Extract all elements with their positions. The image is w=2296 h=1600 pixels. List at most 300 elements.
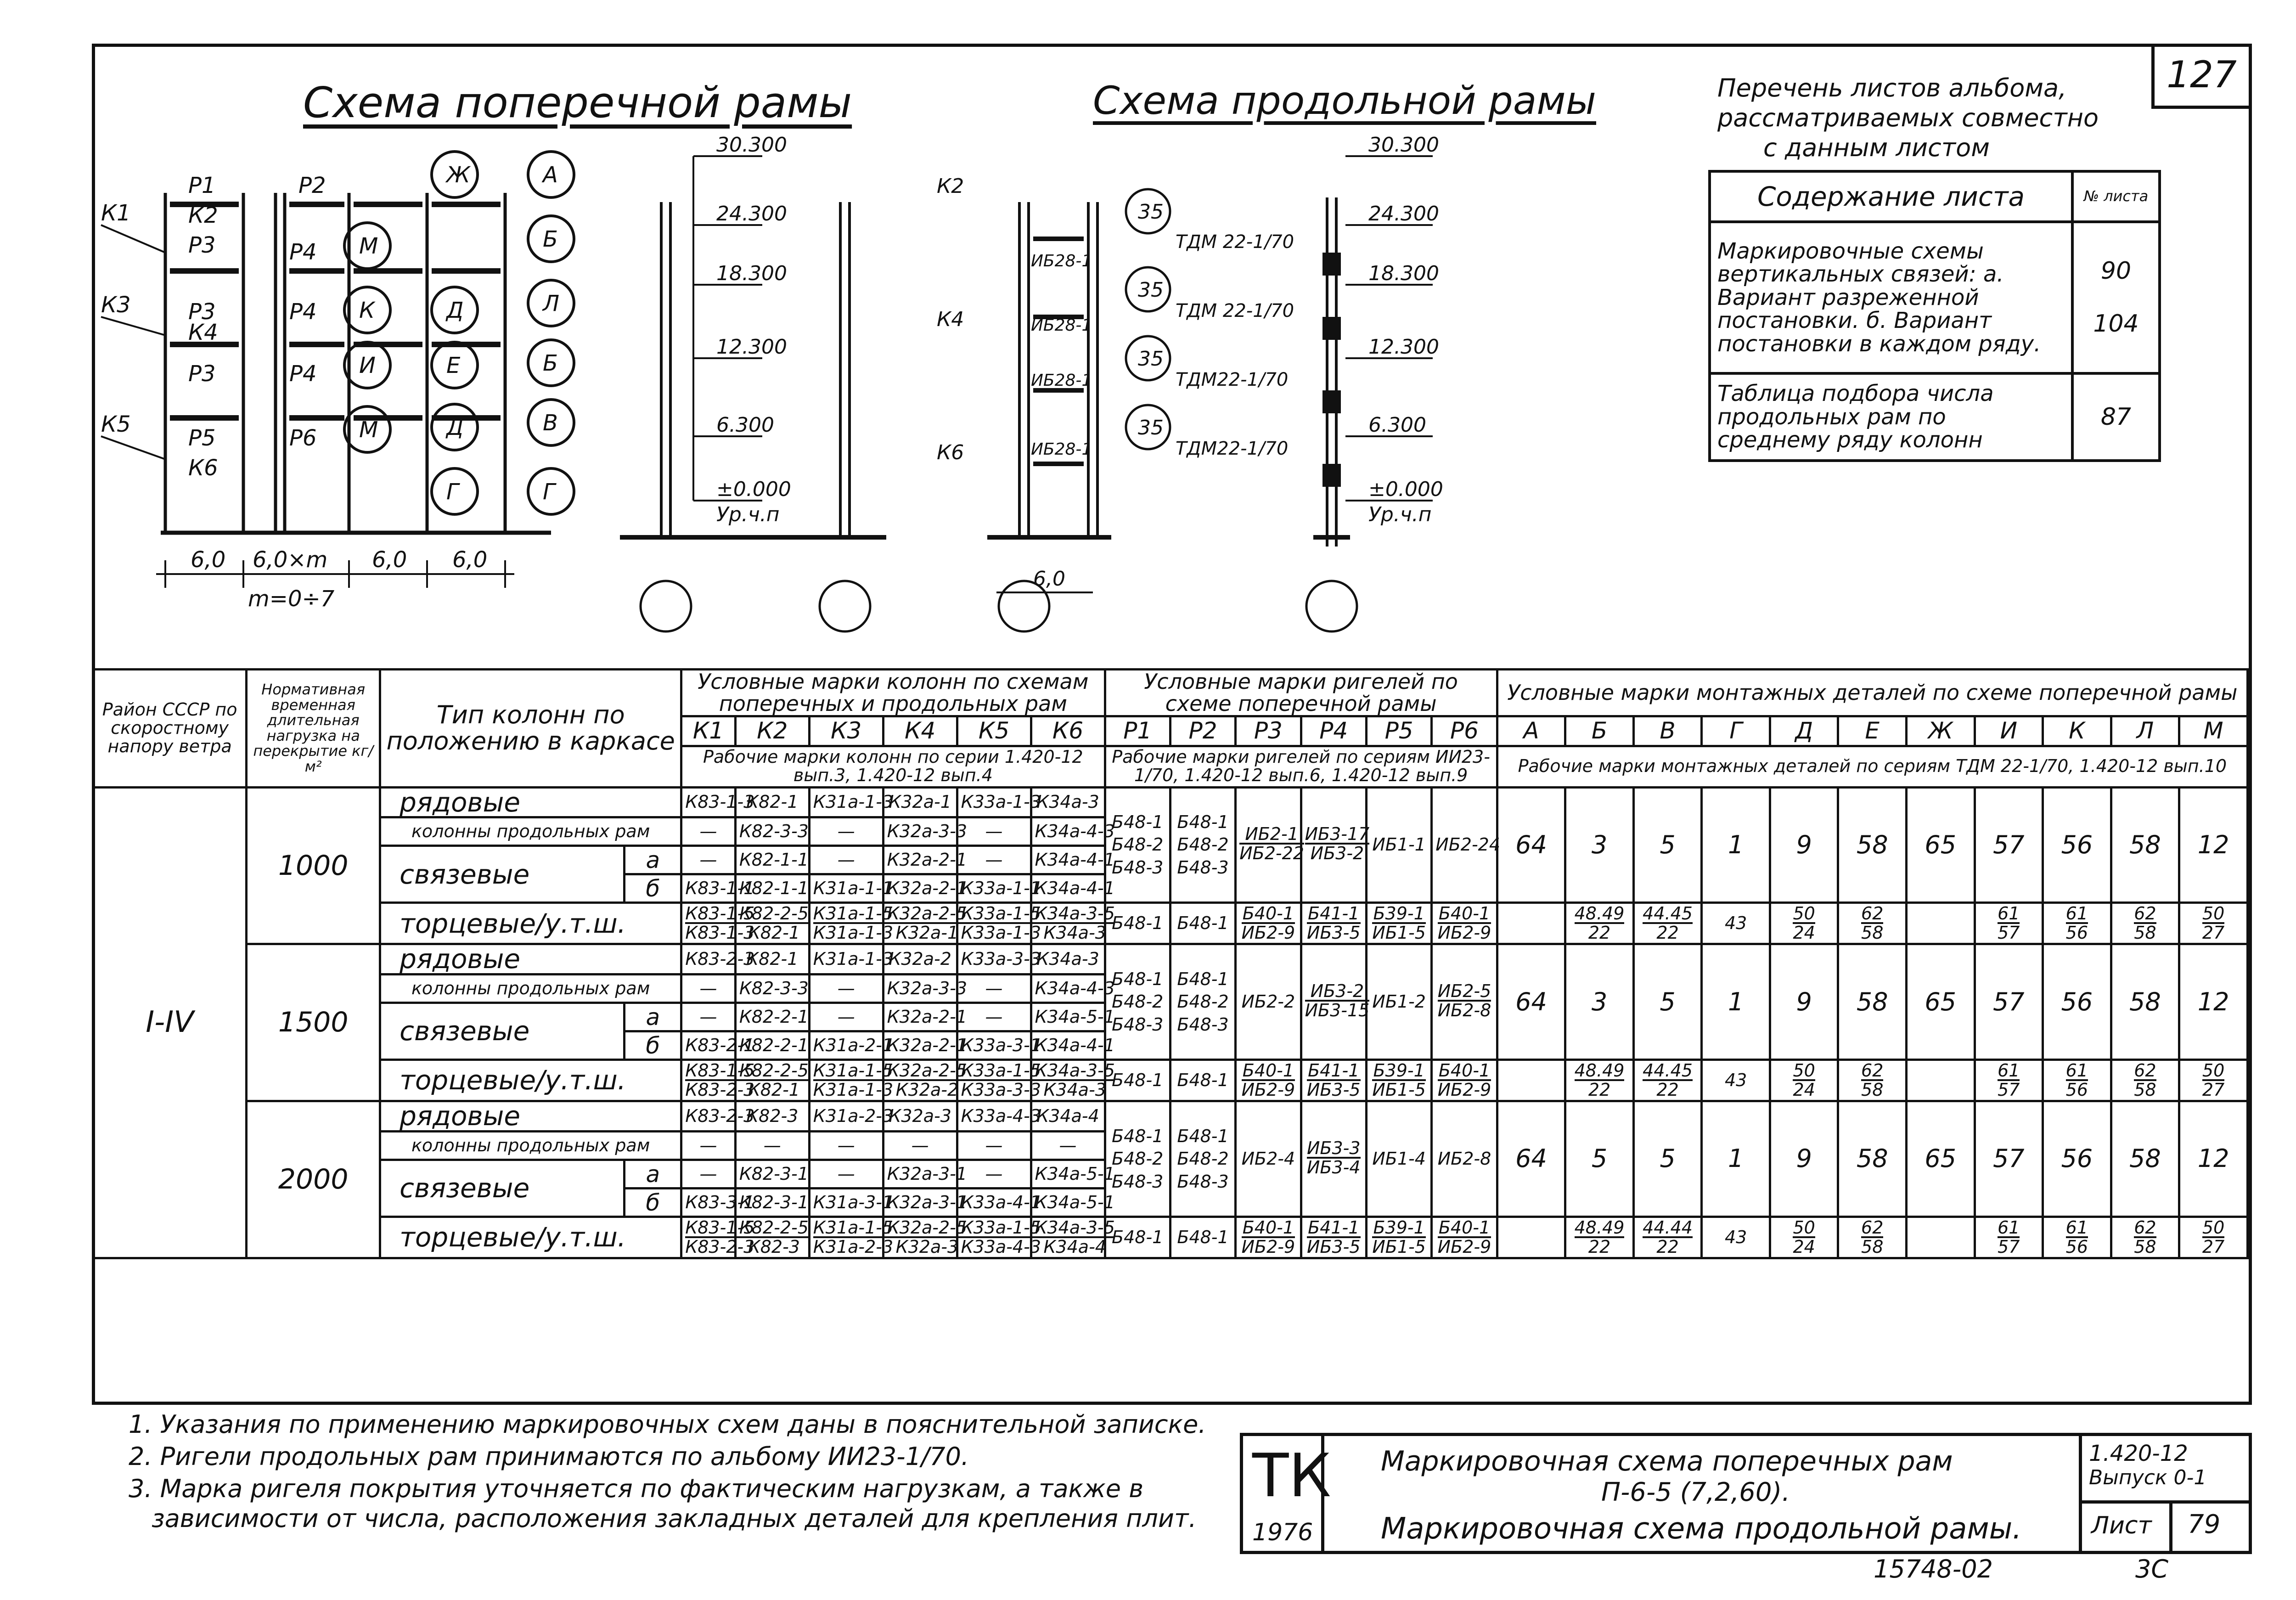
span-dim: 6,0×m <box>253 547 328 573</box>
column-mark: К33а-4-1 <box>957 1189 1031 1217</box>
end-detail-mark: $\frac{62}{58}$ <box>2111 1217 2179 1258</box>
column-mark: — <box>809 817 883 846</box>
end-column-mark: $\frac{К82-2-5}{К82-1}$ <box>735 1060 809 1101</box>
stamp-year: 1976 <box>1252 1519 1313 1546</box>
column-mark: — <box>883 1132 957 1160</box>
detail-mark: 64 <box>1497 787 1565 903</box>
type-tie-a: а <box>625 1160 681 1189</box>
detail-mark: 58 <box>1838 1101 1907 1217</box>
column-mark: — <box>735 1132 809 1160</box>
end-beam-mark: $\frac{Б40-1}{ИБ2-9}$ <box>1432 1217 1497 1258</box>
end-detail-mark: $\frac{61}{56}$ <box>2043 903 2111 944</box>
type-tie-b: б <box>625 874 681 903</box>
column-mark: К83-2-3 <box>681 944 736 975</box>
end-beam-mark: Б48-1 <box>1170 903 1235 944</box>
column-mark: К32а-3-3 <box>883 817 957 846</box>
elevation-mark: Ур.ч.п <box>716 503 780 526</box>
end-detail-mark: $\frac{62}{58}$ <box>1838 1060 1907 1101</box>
detail-circle-label: 35 <box>1138 200 1164 224</box>
end-column-mark: $\frac{К31а-1-5}{К31а-1-3}$ <box>809 903 883 944</box>
column-mark: К83-1-3 <box>681 787 736 817</box>
detail-mark: 1 <box>1702 1101 1770 1217</box>
beam-label: Р4 <box>289 239 317 265</box>
elevation-mark: 6.300 <box>1368 413 1426 437</box>
end-beam-mark: Б48-1 <box>1105 1217 1170 1258</box>
detail-mark: 12 <box>2179 787 2248 903</box>
end-column-mark: $\frac{К34а-3-5}{К34а-3}$ <box>1031 1060 1105 1101</box>
detail-circle-label: Д <box>446 298 464 323</box>
beam-mark: ИБ1-4 <box>1366 1101 1431 1217</box>
end-detail-mark: $\frac{61}{57}$ <box>1975 1060 2043 1101</box>
column-mark: К82-1 <box>735 944 809 975</box>
beam-mark: Б48-1 Б48-2 Б48-3 <box>1105 944 1170 1060</box>
detail-mark: 12 <box>2179 944 2248 1060</box>
detail-name: Г <box>1702 716 1770 746</box>
beam-name: Р4 <box>1301 716 1366 746</box>
sheet-list-row-text: Маркировочные схемы вертикальных связей: а. Вариант разреженной постановки. б. Вариант постановки в каждом ряду. <box>1710 222 2072 373</box>
span-dim: 6,0 <box>372 547 407 573</box>
end-column-mark: $\frac{К32а-2-5}{К32а-3}$ <box>883 1217 957 1258</box>
beam-label: Р4 <box>289 299 317 325</box>
end-column-mark: $\frac{К32а-2-5}{К32а-1}$ <box>883 903 957 944</box>
sheet-list-title-2: рассматриваемых совместно <box>1717 103 2099 132</box>
region-cell: I-IV <box>93 787 247 1258</box>
end-detail-mark: $\frac{62}{58}$ <box>2111 1060 2179 1101</box>
detail-mark: 5 <box>1633 1101 1702 1217</box>
note-4: зависимости от числа, расположения закладных деталей для крепления плит. <box>152 1504 1197 1533</box>
elevation-mark: 12.300 <box>716 335 787 359</box>
column-mark: — <box>809 1132 883 1160</box>
end-detail-mark: $\frac{50}{27}$ <box>2179 1060 2248 1101</box>
beam-label: Р3 <box>188 232 216 258</box>
end-column-mark: $\frac{К34а-3-5}{К34а-3}$ <box>1031 903 1105 944</box>
end-detail-mark: $\frac{50}{27}$ <box>2179 903 2248 944</box>
beam-mark: Б48-1 Б48-2 Б48-3 <box>1170 944 1235 1060</box>
column-mark: К83-1-1 <box>681 874 736 903</box>
column-name: К3 <box>809 716 883 746</box>
end-detail-mark: 43 <box>1702 903 1770 944</box>
header-column-marks: Условные марки колонн по схемам поперечных и продольных рам <box>681 670 1105 716</box>
detail-mark: 5 <box>1633 787 1702 903</box>
beam-label: Р3 <box>188 361 216 387</box>
end-detail-mark: $\frac{61}{57}$ <box>1975 903 2043 944</box>
longitudinal-beam-label: ИБ28-1 <box>1031 252 1092 270</box>
end-beam-mark: Б48-1 <box>1105 1060 1170 1101</box>
detail-circle-label: М <box>359 233 378 259</box>
column-mark: К82-1 <box>735 787 809 817</box>
end-beam-mark: $\frac{Б40-1}{ИБ2-9}$ <box>1236 1217 1301 1258</box>
detail-name: А <box>1497 716 1565 746</box>
end-beam-mark: $\frac{Б40-1}{ИБ2-9}$ <box>1236 903 1301 944</box>
sheet-list-title-1: Перечень листов альбома, <box>1717 73 2067 102</box>
beam-mark: $\frac{ИБ3-17}{ИБ3-2}$ <box>1301 787 1366 903</box>
detail-circle-label: А <box>543 162 558 188</box>
sheet-list-number: 87 <box>2072 373 2160 461</box>
end-detail-mark: $\frac{50}{24}$ <box>1770 1060 1838 1101</box>
end-detail-mark: $\frac{61}{57}$ <box>1975 1217 2043 1258</box>
end-beam-mark: $\frac{Б41-1}{ИБ3-5}$ <box>1301 1060 1366 1101</box>
beam-label: Р4 <box>289 361 317 387</box>
column-mark: К34а-5-1 <box>1031 1189 1105 1217</box>
detail-circle-label: Г <box>543 479 555 505</box>
detail-mark: 5 <box>1565 1101 1634 1217</box>
beam-label: К6 <box>188 455 218 481</box>
type-tie-a: а <box>625 846 681 874</box>
column-mark: К83-2-3 <box>681 1101 736 1132</box>
detail-mark: 58 <box>2111 944 2179 1060</box>
column-mark: К82-3-1 <box>735 1189 809 1217</box>
column-mark: К34а-3 <box>1031 944 1105 975</box>
column-mark: — <box>957 1132 1031 1160</box>
column-mark: К34а-4-3 <box>1031 817 1105 846</box>
elevation-mark: Ур.ч.п <box>1368 503 1432 526</box>
column-mark: — <box>681 1160 736 1189</box>
elevation-mark: ±0.000 <box>716 478 791 501</box>
detail-circle-label: Д <box>446 415 464 440</box>
elevation-mark: 30.300 <box>716 133 787 157</box>
column-mark: К82-3 <box>735 1101 809 1132</box>
column-mark: К82-1-1 <box>735 846 809 874</box>
column-mark: — <box>809 846 883 874</box>
detail-circle-label: Ж <box>446 162 470 188</box>
column-mark: К34а-3 <box>1031 787 1105 817</box>
column-mark: К34а-4-1 <box>1031 874 1105 903</box>
beam-mark: $\frac{ИБ3-2}{ИБ3-15}$ <box>1301 944 1366 1060</box>
detail-series-label: ТДМ22-1/70 <box>1176 369 1289 390</box>
end-beam-mark: $\frac{Б40-1}{ИБ2-9}$ <box>1432 1060 1497 1101</box>
header-detail-marks: Условные марки монтажных деталей по схеме поперечной рамы <box>1497 670 2247 716</box>
end-column-mark: $\frac{К32а-2-5}{К32а-2}$ <box>883 1060 957 1101</box>
column-mark: — <box>957 817 1031 846</box>
detail-series: Рабочие марки монтажных деталей по сериям ТДМ 22-1/70, 1.420-12 вып.10 <box>1497 746 2247 787</box>
end-detail-mark <box>1497 1060 1565 1101</box>
detail-mark: 56 <box>2043 1101 2111 1217</box>
detail-circle-label: 35 <box>1138 416 1164 439</box>
column-mark: — <box>681 1132 736 1160</box>
column-mark: — <box>957 1003 1031 1031</box>
detail-series-label: ТДМ22-1/70 <box>1176 438 1289 459</box>
stamp-sheet-label: Лист <box>2091 1512 2152 1539</box>
type-long: колонны продольных рам <box>380 975 681 1003</box>
detail-circle-label: 35 <box>1138 347 1164 371</box>
column-mark: — <box>681 975 736 1003</box>
column-mark: К32а-1 <box>883 787 957 817</box>
end-beam-mark: $\frac{Б41-1}{ИБ3-5}$ <box>1301 1217 1366 1258</box>
detail-mark: 58 <box>1838 944 1907 1060</box>
end-detail-mark <box>1497 1217 1565 1258</box>
detail-mark: 58 <box>2111 787 2179 903</box>
column-mark: К33а-1-1 <box>957 874 1031 903</box>
detail-mark: 56 <box>2043 944 2111 1060</box>
stamp-sheet-value: 79 <box>2188 1510 2221 1539</box>
beam-mark: ИБ1-1 <box>1366 787 1431 903</box>
type-tie-b: б <box>625 1031 681 1060</box>
end-beam-mark: $\frac{Б41-1}{ИБ3-5}$ <box>1301 903 1366 944</box>
marking-table <box>92 668 2249 1259</box>
end-column-mark: $\frac{К82-2-5}{К82-3}$ <box>735 1217 809 1258</box>
elevation-mark: ±0.000 <box>1368 478 1443 501</box>
column-name: К1 <box>681 716 736 746</box>
end-column-mark: $\frac{К31а-1-5}{К31а-1-3}$ <box>809 1060 883 1101</box>
end-detail-mark: 43 <box>1702 1060 1770 1101</box>
header-load: Нормативная временная длительная нагрузка на перекрытие кг/м² <box>247 670 380 788</box>
end-detail-mark: $\frac{62}{58}$ <box>1838 1217 1907 1258</box>
header-region: Район СССР по скоростному напору ветра <box>93 670 247 788</box>
detail-mark: 57 <box>1975 944 2043 1060</box>
end-detail-mark: $\frac{50}{24}$ <box>1770 903 1838 944</box>
end-detail-mark: $\frac{50}{27}$ <box>2179 1217 2248 1258</box>
end-column-mark: $\frac{К31а-1-5}{К31а-2-3}$ <box>809 1217 883 1258</box>
column-label: К3 <box>101 292 131 318</box>
detail-name: М <box>2179 716 2248 746</box>
beam-mark: Б48-1 Б48-2 Б48-3 <box>1105 1101 1170 1217</box>
detail-circle-label: 35 <box>1138 278 1164 302</box>
column-mark: К31а-1-3 <box>809 787 883 817</box>
beam-mark: $\frac{ИБ3-3}{ИБ3-4}$ <box>1301 1101 1366 1217</box>
detail-circle-label: Б <box>543 350 558 376</box>
longitudinal-column-label: К4 <box>937 308 964 331</box>
column-mark: К31а-2-1 <box>809 1031 883 1060</box>
column-mark: К34а-4-1 <box>1031 1031 1105 1060</box>
load-cell: 1500 <box>247 944 380 1101</box>
detail-name: Д <box>1770 716 1838 746</box>
column-mark: — <box>809 1160 883 1189</box>
column-mark: К34а-5-1 <box>1031 1160 1105 1189</box>
column-mark: К32а-3-3 <box>883 975 957 1003</box>
detail-circle-label: Е <box>446 353 461 378</box>
column-mark: К34а-4 <box>1031 1101 1105 1132</box>
elevation-mark: 12.300 <box>1368 335 1439 359</box>
beam-name: Р5 <box>1366 716 1431 746</box>
detail-mark: 58 <box>1838 787 1907 903</box>
title-block <box>1240 1433 2252 1554</box>
column-mark: К82-3-3 <box>735 817 809 846</box>
column-mark: К33а-3-1 <box>957 1031 1031 1060</box>
end-detail-mark <box>1906 903 1975 944</box>
detail-circle-label: В <box>543 410 558 436</box>
stamp-issue: Выпуск 0-1 <box>2089 1466 2207 1489</box>
end-beam-mark: Б48-1 <box>1170 1060 1235 1101</box>
column-mark: К82-2-1 <box>735 1003 809 1031</box>
elevation-mark: 24.300 <box>1368 202 1439 225</box>
beam-mark: ИБ2-8 <box>1432 1101 1497 1217</box>
detail-mark: 1 <box>1702 944 1770 1060</box>
type-tie: связевые <box>380 1160 625 1217</box>
longitudinal-frame-diagram <box>928 133 1506 652</box>
detail-mark: 64 <box>1497 1101 1565 1217</box>
detail-circle-label: Л <box>543 291 560 316</box>
column-mark: — <box>957 975 1031 1003</box>
beam-mark: ИБ1-2 <box>1366 944 1431 1060</box>
beam-label: К4 <box>188 320 218 345</box>
column-mark: К34а-4-3 <box>1031 975 1105 1003</box>
type-row: рядовые <box>380 1101 681 1132</box>
type-long: колонны продольных рам <box>380 1132 681 1160</box>
column-mark: — <box>809 975 883 1003</box>
column-mark: К31а-1-3 <box>809 944 883 975</box>
detail-mark: 3 <box>1565 944 1634 1060</box>
elevation-mark: 6.300 <box>716 413 774 437</box>
elevation-mark: 24.300 <box>716 202 787 225</box>
end-detail-mark: $\frac{48.49}{22}$ <box>1565 1060 1634 1101</box>
sheet-list-number: 104 <box>2093 310 2139 338</box>
end-detail-mark: $\frac{62}{58}$ <box>1838 903 1907 944</box>
column-mark: — <box>681 817 736 846</box>
longitudinal-column-label: К2 <box>937 175 964 198</box>
column-mark: К83-2-1 <box>681 1031 736 1060</box>
type-tie-a: а <box>625 1003 681 1031</box>
column-mark: К32а-2-1 <box>883 1031 957 1060</box>
sheet-list-head-number: № листа <box>2072 171 2160 222</box>
sheet-list-title-3: с данным листом <box>1763 133 1990 162</box>
end-detail-mark <box>1906 1060 1975 1101</box>
end-column-mark: $\frac{К83-1-5}{К83-2-3}$ <box>681 1060 736 1101</box>
type-end: торцевые/у.т.ш. <box>380 1217 681 1258</box>
column-mark: К32а-2-1 <box>883 874 957 903</box>
elevation-mark: 30.300 <box>1368 133 1439 157</box>
end-beam-mark: $\frac{Б39-1}{ИБ1-5}$ <box>1366 1217 1431 1258</box>
end-detail-mark: $\frac{44.45}{22}$ <box>1633 1060 1702 1101</box>
m-note: m=0÷7 <box>248 586 335 612</box>
detail-mark: 9 <box>1770 944 1838 1060</box>
end-beam-mark: Б48-1 <box>1105 903 1170 944</box>
end-beam-mark: Б48-1 <box>1170 1217 1235 1258</box>
detail-name: И <box>1975 716 2043 746</box>
detail-mark: 9 <box>1770 787 1838 903</box>
load-cell: 2000 <box>247 1101 380 1258</box>
detail-mark: 12 <box>2179 1101 2248 1217</box>
beam-mark: Б48-1 Б48-2 Б48-3 <box>1105 787 1170 903</box>
column-mark: — <box>681 846 736 874</box>
beam-name: Р1 <box>1105 716 1170 746</box>
end-detail-mark: $\frac{62}{58}$ <box>2111 903 2179 944</box>
org-mark: ТК <box>1252 1441 1331 1510</box>
detail-name: Е <box>1838 716 1907 746</box>
sheet-list-row-text: Таблица подбора числа продольных рам по среднему ряду колонн <box>1710 373 2072 461</box>
column-mark: К32а-2-1 <box>883 846 957 874</box>
column-mark: К33а-3-3 <box>957 944 1031 975</box>
column-mark: — <box>681 1003 736 1031</box>
elevation-mark: 18.300 <box>716 262 787 285</box>
column-mark: — <box>809 1003 883 1031</box>
column-mark: — <box>957 846 1031 874</box>
column-mark: К34а-4-1 <box>1031 846 1105 874</box>
header-beam-marks: Условные марки ригелей по схеме поперечной рамы <box>1105 670 1497 716</box>
beam-mark: Б48-1 Б48-2 Б48-3 <box>1170 1101 1235 1217</box>
column-mark: К33а-4-3 <box>957 1101 1031 1132</box>
detail-name: Л <box>2111 716 2179 746</box>
type-row: рядовые <box>380 787 681 817</box>
column-mark: К32а-3 <box>883 1101 957 1132</box>
end-beam-mark: $\frac{Б39-1}{ИБ1-5}$ <box>1366 1060 1431 1101</box>
end-column-mark: $\frac{К82-2-5}{К82-1}$ <box>735 903 809 944</box>
column-mark: К32а-3-1 <box>883 1160 957 1189</box>
detail-name: Ж <box>1906 716 1975 746</box>
detail-circle-label: Г <box>446 479 459 505</box>
type-end: торцевые/у.т.ш. <box>380 1060 681 1101</box>
type-tie-b: б <box>625 1189 681 1217</box>
type-long: колонны продольных рам <box>380 817 681 846</box>
beam-name: Р6 <box>1432 716 1497 746</box>
note-2: 2. Ригели продольных рам принимаются по альбому ИИ23-1/70. <box>129 1442 969 1471</box>
column-mark: К33а-1-3 <box>957 787 1031 817</box>
detail-mark: 64 <box>1497 944 1565 1060</box>
column-mark: К82-2-1 <box>735 1031 809 1060</box>
column-mark: К34а-5-1 <box>1031 1003 1105 1031</box>
longitudinal-frame-title: Схема продольной рамы <box>1093 78 1596 123</box>
stamp-title-3: Маркировочная схема продольной рамы. <box>1381 1512 2022 1546</box>
note-1: 1. Указания по применению маркировочных схем даны в пояснительной записке. <box>129 1410 1206 1439</box>
detail-name: Б <box>1565 716 1634 746</box>
column-name: К5 <box>957 716 1031 746</box>
transverse-elevation-diagram <box>611 133 895 652</box>
detail-mark: 57 <box>1975 787 2043 903</box>
stamp-title-2: П-6-5 (7,2,60). <box>1601 1477 1790 1507</box>
beam-label: К2 <box>188 203 218 228</box>
transverse-frame-title: Схема поперечной рамы <box>303 78 852 127</box>
beam-label: Р2 <box>298 173 326 198</box>
beam-series: Рабочие марки ригелей по сериям ИИ23-1/70, 1.420-12 вып.6, 1.420-12 вып.9 <box>1105 746 1497 787</box>
beam-mark: ИБ2-2 <box>1236 944 1301 1060</box>
detail-mark: 9 <box>1770 1101 1838 1217</box>
transverse-frame-diagram <box>92 133 579 629</box>
column-name: К2 <box>735 716 809 746</box>
column-mark: К31а-3-1 <box>809 1189 883 1217</box>
end-detail-mark: 43 <box>1702 1217 1770 1258</box>
column-name: К6 <box>1031 716 1105 746</box>
stamp-series: 1.420-12 <box>2089 1441 2188 1466</box>
sheet-number: 127 <box>2151 44 2249 109</box>
end-detail-mark: $\frac{50}{24}$ <box>1770 1217 1838 1258</box>
column-mark: К82-1-1 <box>735 874 809 903</box>
column-mark: К31а-2-3 <box>809 1101 883 1132</box>
column-series: Рабочие марки колонн по серии 1.420-12 вып.3, 1.420-12 вып.4 <box>681 746 1105 787</box>
end-detail-mark: $\frac{61}{56}$ <box>2043 1060 2111 1101</box>
detail-circle-label: К <box>359 298 375 323</box>
beam-name: Р2 <box>1170 716 1235 746</box>
column-label: К5 <box>101 411 131 437</box>
longitudinal-beam-label: ИБ28-1 <box>1031 371 1092 390</box>
stamp-title-1: Маркировочная схема поперечных рам <box>1381 1445 1953 1477</box>
beam-label: Р6 <box>289 425 317 451</box>
detail-mark: 57 <box>1975 1101 2043 1217</box>
end-column-mark: $\frac{К34а-3-5}{К34а-4}$ <box>1031 1217 1105 1258</box>
end-column-mark: $\frac{К83-1-5}{К83-1-3}$ <box>681 903 736 944</box>
column-label: К1 <box>101 200 131 226</box>
beam-label: Р3 <box>188 299 216 325</box>
beam-mark: $\frac{ИБ2-1}{ИБ2-22}$ <box>1236 787 1301 903</box>
detail-series-label: ТДМ 22-1/70 <box>1176 231 1294 253</box>
detail-mark: 65 <box>1906 1101 1975 1217</box>
end-detail-mark: $\frac{44.44}{22}$ <box>1633 1217 1702 1258</box>
type-tie: связевые <box>380 846 625 903</box>
beam-mark: ИБ2-4 <box>1236 1101 1301 1217</box>
end-column-mark: $\frac{К83-1-5}{К83-2-3}$ <box>681 1217 736 1258</box>
detail-mark: 3 <box>1565 787 1634 903</box>
end-column-mark: $\frac{К33а-1-5}{К33а-1-3}$ <box>957 903 1031 944</box>
detail-mark: 65 <box>1906 787 1975 903</box>
detail-circle-label: И <box>359 353 376 378</box>
detail-mark: 5 <box>1633 944 1702 1060</box>
detail-name: В <box>1633 716 1702 746</box>
longitudinal-beam-label: ИБ28-1 <box>1031 440 1092 459</box>
beam-mark: Б48-1 Б48-2 Б48-3 <box>1170 787 1235 903</box>
load-cell: 1000 <box>247 787 380 944</box>
column-mark: К31а-1-1 <box>809 874 883 903</box>
beam-label: Р1 <box>188 173 216 198</box>
beam-mark: ИБ2-24 <box>1432 787 1497 903</box>
beam-name: Р3 <box>1236 716 1301 746</box>
